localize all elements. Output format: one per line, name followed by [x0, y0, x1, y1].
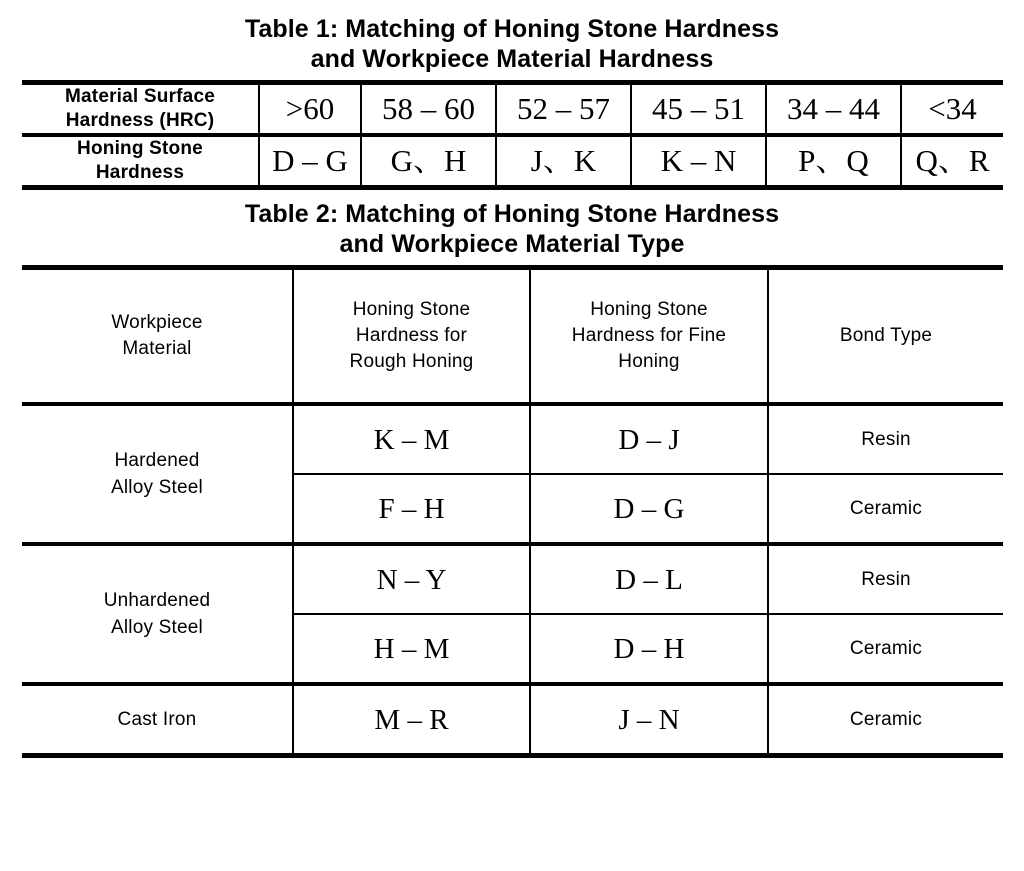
column-header-workpiece-material	[22, 268, 293, 405]
table-2-title-line-2: and Workpiece Material Type	[339, 230, 685, 258]
cell-rough-g2r0: M – R	[293, 684, 530, 756]
table-row	[22, 404, 1003, 474]
row-header-line-1: Honing Stone	[77, 138, 203, 159]
material-unhardened-alloy-steel	[22, 544, 293, 684]
table-2	[22, 265, 1003, 758]
table-row	[22, 544, 1003, 614]
column-header-line-1: Honing Stone	[590, 299, 708, 320]
cell-stone-0: D – G	[259, 135, 361, 188]
table-header-row	[22, 268, 1003, 405]
cell-hardness-4: 34 – 44	[766, 83, 901, 136]
column-header-line-1: Workpiece	[111, 312, 203, 333]
cell-fine-g0r1: D – G	[530, 474, 768, 544]
material-line-1: Hardened	[114, 450, 200, 471]
cell-hardness-0: >60	[259, 83, 361, 136]
row-header-honing-stone-hardness	[22, 135, 259, 188]
column-header-line-1: Bond Type	[839, 325, 933, 346]
cell-rough-g0r1: F – H	[293, 474, 530, 544]
cell-stone-3: K – N	[631, 135, 766, 188]
material-line-1: Unhardened	[103, 590, 211, 611]
table-row	[22, 135, 1003, 188]
cell-bond-g2r0: Ceramic	[768, 684, 1003, 756]
row-header-line-2: Hardness	[95, 162, 185, 183]
row-header-line-1: Material Surface	[65, 86, 215, 107]
material-line-2: Alloy Steel	[111, 477, 203, 498]
cell-fine-g0r0: D – J	[530, 404, 768, 474]
cell-stone-5: Q、R	[901, 135, 1003, 188]
material-line-1: Cast Iron	[117, 709, 197, 730]
table-2-title-line-1: Table 2: Matching of Honing Stone Hardness	[244, 200, 780, 228]
table-1-container	[0, 80, 1024, 190]
column-header-line-2: Hardness for	[355, 325, 468, 346]
column-header-bond-type	[768, 268, 1003, 405]
table-1	[22, 80, 1003, 190]
table-1-title-line-2: and Workpiece Material Hardness	[310, 45, 714, 73]
table-1-title-line-1: Table 1: Matching of Honing Stone Hardness	[244, 15, 780, 43]
table-row	[22, 83, 1003, 136]
row-header-material-surface-hardness	[22, 83, 259, 136]
column-header-line-3: Rough Honing	[349, 351, 474, 372]
material-cast-iron	[22, 684, 293, 756]
cell-fine-g1r0: D – L	[530, 544, 768, 614]
cell-hardness-1: 58 – 60	[361, 83, 496, 136]
column-header-rough-honing	[293, 268, 530, 405]
column-header-fine-honing	[530, 268, 768, 405]
cell-hardness-3: 45 – 51	[631, 83, 766, 136]
cell-hardness-5: <34	[901, 83, 1003, 136]
table-row	[22, 684, 1003, 756]
material-hardened-alloy-steel	[22, 404, 293, 544]
cell-fine-g1r1: D – H	[530, 614, 768, 684]
table-1-title	[0, 0, 1024, 74]
material-line-2: Alloy Steel	[111, 617, 203, 638]
cell-rough-g1r1: H – M	[293, 614, 530, 684]
column-header-line-2: Material	[122, 338, 192, 359]
column-header-line-1: Honing Stone	[352, 299, 471, 320]
cell-bond-g1r1: Ceramic	[768, 614, 1003, 684]
cell-bond-g1r0: Resin	[768, 544, 1003, 614]
cell-bond-g0r1: Ceramic	[768, 474, 1003, 544]
table-2-container	[0, 265, 1024, 758]
row-header-line-2: Hardness (HRC)	[65, 110, 215, 131]
cell-hardness-2: 52 – 57	[496, 83, 631, 136]
column-header-line-3: Honing	[618, 351, 680, 372]
cell-stone-4: P、Q	[766, 135, 901, 188]
column-header-line-2: Hardness for Fine	[571, 325, 727, 346]
cell-rough-g1r0: N – Y	[293, 544, 530, 614]
cell-rough-g0r0: K – M	[293, 404, 530, 474]
cell-fine-g2r0: J – N	[530, 684, 768, 756]
cell-stone-1: G、H	[361, 135, 496, 188]
table-2-title	[0, 190, 1024, 259]
cell-stone-2: J、K	[496, 135, 631, 188]
cell-bond-g0r0: Resin	[768, 404, 1003, 474]
